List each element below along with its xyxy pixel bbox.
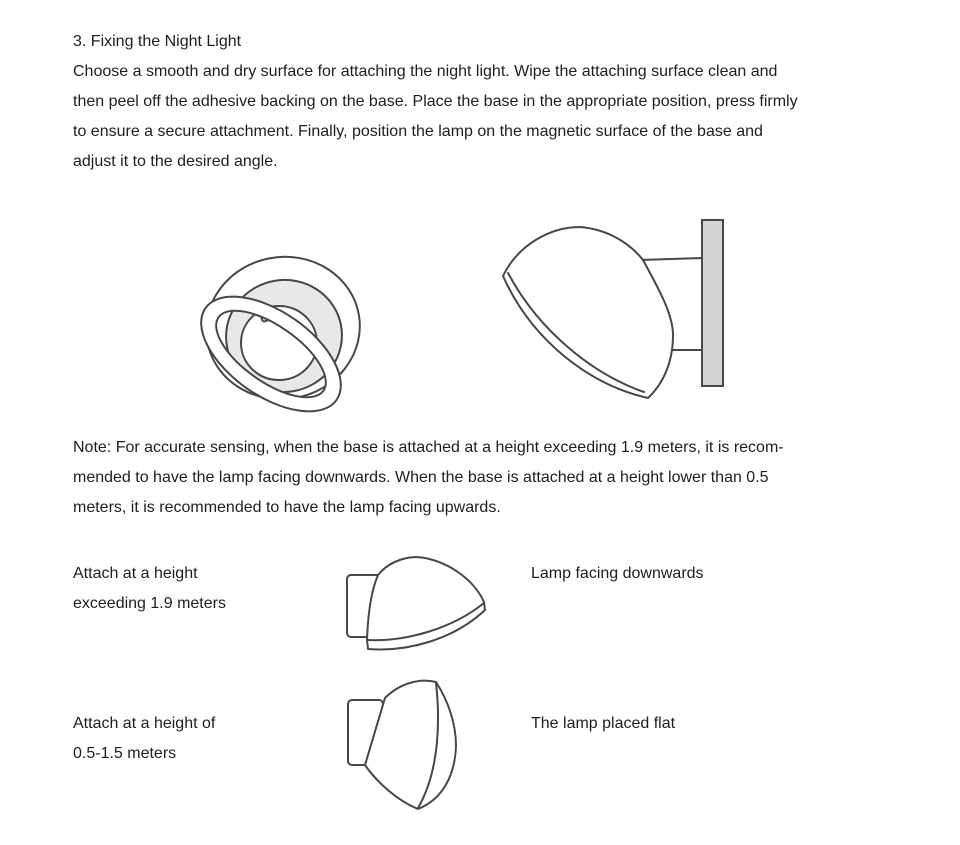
note-line: mended to have the lamp facing downwards. When the base is attached at a height lower than 0.5	[73, 469, 769, 486]
wall-mounted-lamp-illustration	[480, 203, 730, 408]
intro-line: then peel off the adhesive backing on the base. Place the base in the appropriate position, press firmly	[73, 93, 798, 110]
note-line: meters, it is recommended to have the lamp facing upwards.	[73, 499, 501, 516]
guide-caption: Lamp facing downwards	[531, 565, 704, 582]
lamp-head-shape	[367, 557, 485, 649]
wall-shape	[702, 220, 723, 386]
section-heading: 3. Fixing the Night Light	[73, 33, 242, 50]
lamp-placed-flat-illustration	[340, 678, 462, 818]
guide-height-label	[73, 709, 215, 769]
guide-caption: The lamp placed flat	[531, 715, 676, 732]
lamp-facing-downwards-illustration	[335, 552, 500, 664]
lamp-and-mounting-ring-illustration	[195, 248, 375, 416]
intro-line: Choose a smooth and dry surface for attaching the night light. Wipe the attaching surface clean and	[73, 63, 778, 80]
lamp-head-shape	[503, 227, 673, 398]
guide-label-line: Attach at a height	[73, 565, 198, 582]
intro-line: to ensure a secure attachment. Finally, position the lamp on the magnetic surface of the base and	[73, 123, 763, 140]
note-paragraph	[73, 433, 784, 523]
intro-paragraph	[73, 57, 798, 177]
guide-height-label	[73, 559, 226, 619]
note-line: Note: For accurate sensing, when the base is attached at a height exceeding 1.9 meters, it is recom-	[73, 439, 784, 456]
intro-line: adjust it to the desired angle.	[73, 153, 278, 170]
guide-label-line: Attach at a height of	[73, 715, 216, 732]
guide-label-line: exceeding 1.9 meters	[73, 595, 226, 612]
guide-label-line: 0.5-1.5 meters	[73, 745, 177, 762]
